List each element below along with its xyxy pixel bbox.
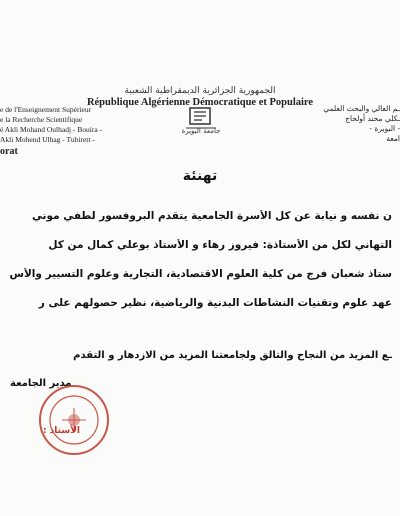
- document-body: [0, 210, 392, 326]
- body-line-1: ن نفسه و نيابة عن كل الأسرة الجامعية يتقدم البروفسور لطفي موني: [31, 210, 392, 222]
- university-ar-line-3: امعة: [386, 134, 400, 143]
- university-line-1: é Akli Mohand Oulhadj - Bouira -: [0, 125, 103, 134]
- university-ar-line-1: ـكلي محند أولحاج: [345, 114, 400, 123]
- closing-line: ـع المزيد من النجاح والتألق ولجامعتنا المزيد من الازدهار و التقدم: [73, 350, 392, 361]
- ministry-ar-line-1: ـم العالي والبحث العلمي: [323, 104, 400, 113]
- university-ar-line-2: - البويرة -: [369, 124, 400, 133]
- body-line-3: ستاذ شعبان فرج من كلية العلوم الاقتصادية، التجارية وعلوم التسيير والأس: [9, 268, 392, 280]
- university-logo: [176, 106, 226, 138]
- university-line-2: Akli Mohend Ulhag - Tubirett -: [0, 135, 95, 144]
- ministry-line-2: e la Recherche Scientifique: [0, 115, 83, 124]
- ministry-block-french: [0, 105, 150, 157]
- logo-caption: جامعة البويرة: [181, 127, 221, 135]
- body-line-4: عهد علوم وتقنيات النشاطات البدنية والرياضية، نظير حصولهم على ر: [38, 297, 392, 309]
- signer-name: الأستاذ :: [42, 426, 80, 436]
- rectorat-label: orat: [0, 146, 18, 157]
- signer-title: مدير الجامعة: [10, 378, 72, 389]
- stamp-icon: [36, 382, 112, 458]
- ministry-line-1: e de l'Enseignement Supérieur: [0, 105, 92, 114]
- ministry-block-arabic: [285, 104, 400, 144]
- document-title: تهنئة: [182, 168, 218, 184]
- header-french-title: République Algérienne Démocratique et Populaire: [86, 97, 314, 108]
- body-line-2: التهاني لكل من الأستاذة: فيروز رهاء و الأستاذ بوعلي كمال من كل: [48, 239, 392, 251]
- official-stamp: [36, 382, 112, 458]
- header-arabic-title: الجمهورية الجزائرية الديمقراطية الشعبية: [124, 86, 276, 96]
